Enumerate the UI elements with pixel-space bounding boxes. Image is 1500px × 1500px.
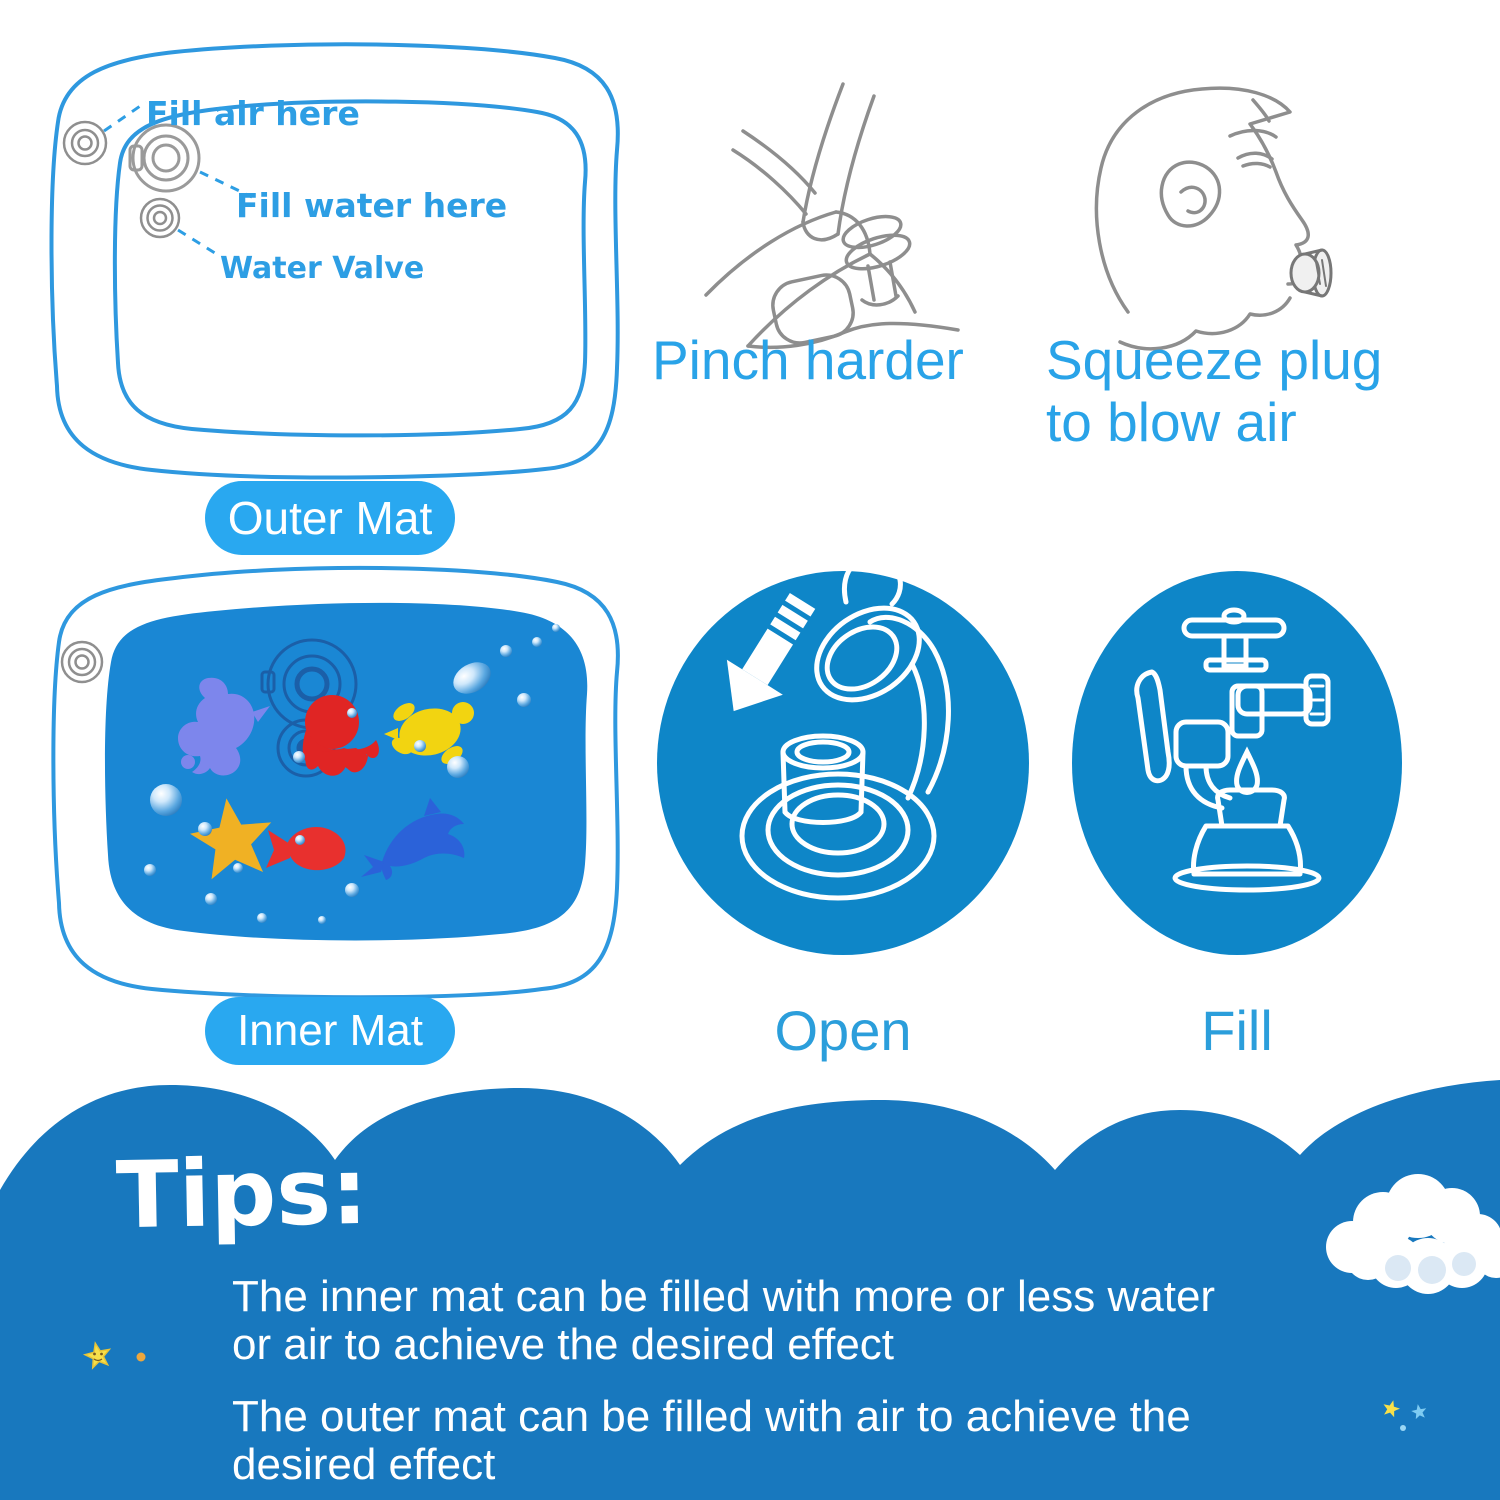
open-step-circle xyxy=(657,557,1029,955)
water-fill-valve-icon xyxy=(130,125,199,191)
tip-inner-mat-line2: or air to achieve the desired effect xyxy=(232,1320,895,1369)
tips-heading: Tips: xyxy=(115,1137,369,1250)
tip-inner-mat-line1: The inner mat can be filled with more or less water xyxy=(232,1272,1216,1321)
pinch-fingers-sketch xyxy=(706,84,958,347)
inner-mat-label-pill: Inner Mat xyxy=(205,997,455,1065)
tip-outer-mat-line1: The outer mat can be filled with air to achieve the xyxy=(232,1392,1191,1441)
pinch-harder-caption: Pinch harder xyxy=(652,329,964,391)
callout-fill-air: Fill air here xyxy=(146,94,360,133)
inner-mat-graphic xyxy=(105,603,587,941)
open-step-label: Open xyxy=(774,999,912,1062)
air-valve-icon xyxy=(64,122,106,164)
fill-step-circle xyxy=(1072,571,1402,955)
outer-mat-label-pill: Outer Mat xyxy=(205,481,455,555)
tip-outer-mat-line2: desired effect xyxy=(232,1440,496,1489)
mouth-plug-icon xyxy=(1291,250,1331,296)
callout-fill-water: Fill water here xyxy=(236,186,508,225)
squeeze-plug-caption-line1: Squeeze plug xyxy=(1046,329,1383,391)
inner-mat-valve-icon xyxy=(62,642,102,682)
head-blow-sketch xyxy=(1096,88,1331,349)
fill-step-label: Fill xyxy=(1201,999,1273,1062)
squeeze-plug-caption-line2: to blow air xyxy=(1046,391,1297,453)
callout-water-valve: Water Valve xyxy=(220,251,425,286)
water-valve-icon xyxy=(141,199,179,237)
